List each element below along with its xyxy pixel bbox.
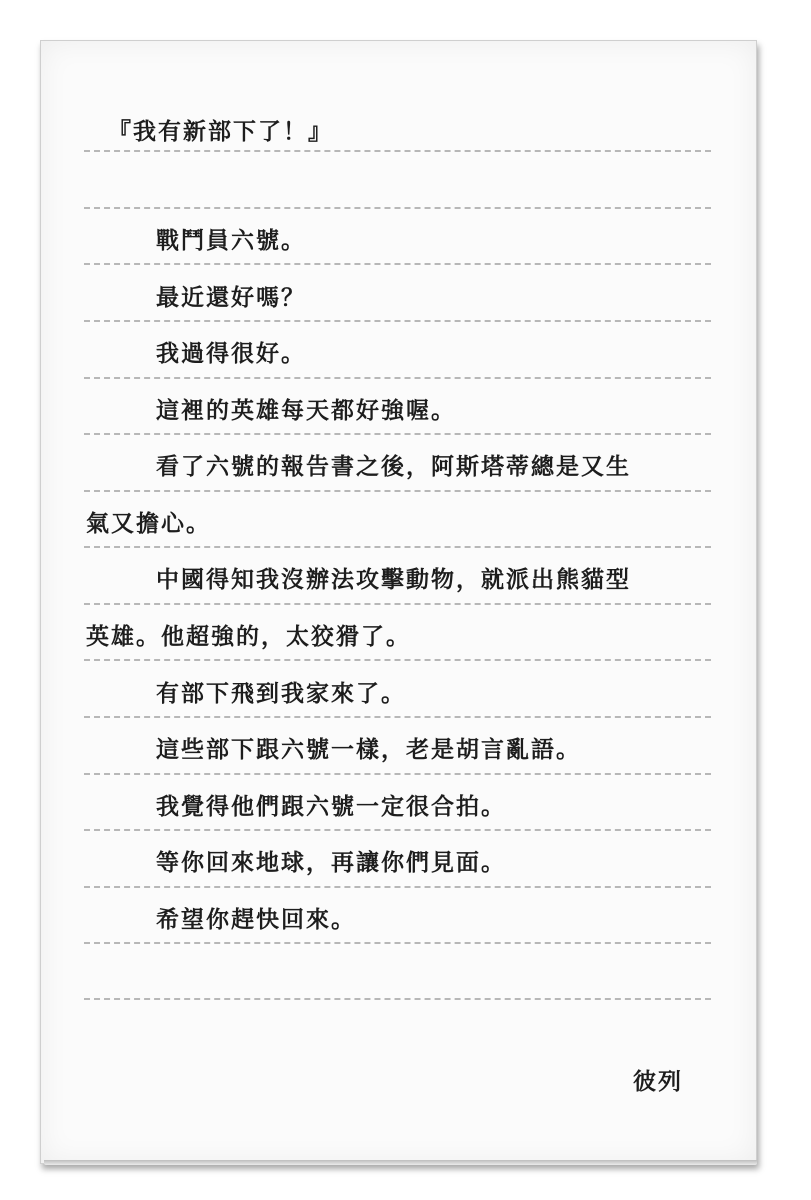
ruled-line: [84, 829, 711, 831]
ruled-line: [84, 998, 711, 1000]
ruled-line: [84, 320, 711, 322]
letter-line: 戰鬥員六號。: [156, 228, 306, 254]
ruled-line: [84, 886, 711, 888]
paper-stack-edge: [44, 1160, 757, 1165]
letter-title: 『我有新部下了！』: [108, 119, 333, 145]
letter-line: 英雄。他超強的，太狡猾了。: [86, 624, 411, 650]
ruled-line: [84, 546, 711, 548]
letter-line: 有部下飛到我家來了。: [156, 681, 406, 707]
letter-line: 希望你趕快回來。: [156, 907, 356, 933]
ruled-line: [84, 659, 711, 661]
letter-line: 我過得很好。: [156, 341, 306, 367]
letter-line: 看了六號的報告書之後，阿斯塔蒂總是又生: [156, 454, 631, 480]
letter-signature: 彼列: [633, 1069, 683, 1095]
ruled-line: [84, 150, 711, 152]
ruled-line: [84, 263, 711, 265]
ruled-line: [84, 773, 711, 775]
ruled-line: [84, 490, 711, 492]
letter-line: 我覺得他們跟六號一定很合拍。: [156, 794, 506, 820]
letter-line: 這些部下跟六號一樣，老是胡言亂語。: [156, 737, 581, 763]
ruled-line: [84, 603, 711, 605]
ruled-line: [84, 433, 711, 435]
letter-line: 等你回來地球，再讓你們見面。: [156, 850, 506, 876]
letter-line: 氣又擔心。: [86, 511, 211, 537]
letter-line: 中國得知我沒辦法攻擊動物，就派出熊貓型: [156, 567, 631, 593]
ruled-line: [84, 716, 711, 718]
letter-line: 這裡的英雄每天都好強喔。: [156, 398, 456, 424]
ruled-line: [84, 207, 711, 209]
letter-line: 最近還好嗎？: [156, 285, 306, 311]
ruled-line: [84, 942, 711, 944]
ruled-line: [84, 377, 711, 379]
